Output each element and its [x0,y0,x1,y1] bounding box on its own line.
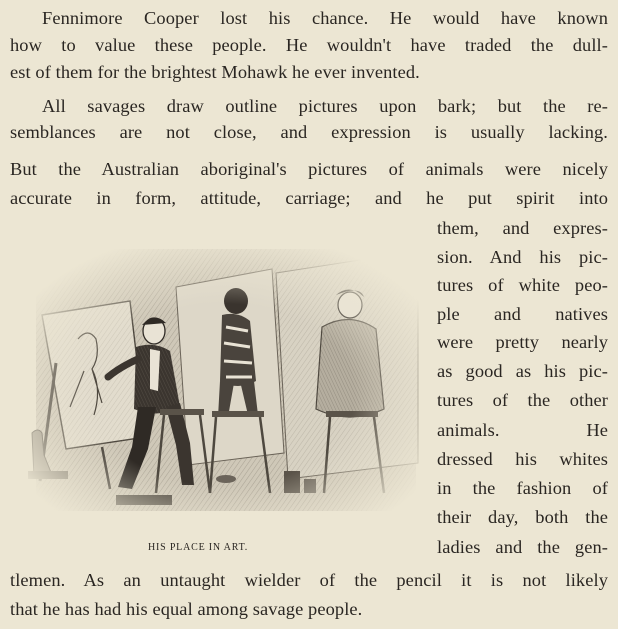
text-line-17: in the fashion of [437,478,608,498]
text-line-18: their day, both the [437,507,608,527]
text-line-15: animals. He [437,420,608,440]
text-line-4: All savages draw outline pictures upon bark; but the re- [42,96,608,116]
text-line-9: sion. And his pic- [437,247,608,267]
text-line-8: them, and expres- [437,218,608,238]
text-line-2: how to value these people. He wouldn't have traded the dull- [10,35,608,55]
text-line-10: tures of white peo- [437,275,608,295]
text-line-11: ple and natives [437,304,608,324]
text-line-6: But the Australian aboriginal's pictures of animals were nicely [10,159,608,179]
figure-caption: HIS PLACE IN ART. [148,542,249,553]
illustration-his-place-in-art [26,243,422,519]
text-line-14: tures of the other [437,390,608,410]
text-line-1: Fennimore Cooper lost his chance. He would have known [42,8,608,28]
text-line-13: as good as his pic- [437,361,608,381]
text-line-16: dressed his whites [437,449,608,469]
text-line-7: accurate in form, attitude, carriage; and he put spirit into [10,188,608,208]
text-line-19: ladies and the gen- [437,537,608,557]
text-line-21: that he has had his equal among savage people. [10,599,363,619]
text-line-3: est of them for the brightest Mohawk he ever invented. [10,62,420,82]
text-line-20: tlemen. As an untaught wielder of the pencil it is not likely [10,570,608,590]
text-line-5: semblances are not close, and expression is usually lacking. [10,122,608,142]
text-line-12: were pretty nearly [437,332,608,352]
